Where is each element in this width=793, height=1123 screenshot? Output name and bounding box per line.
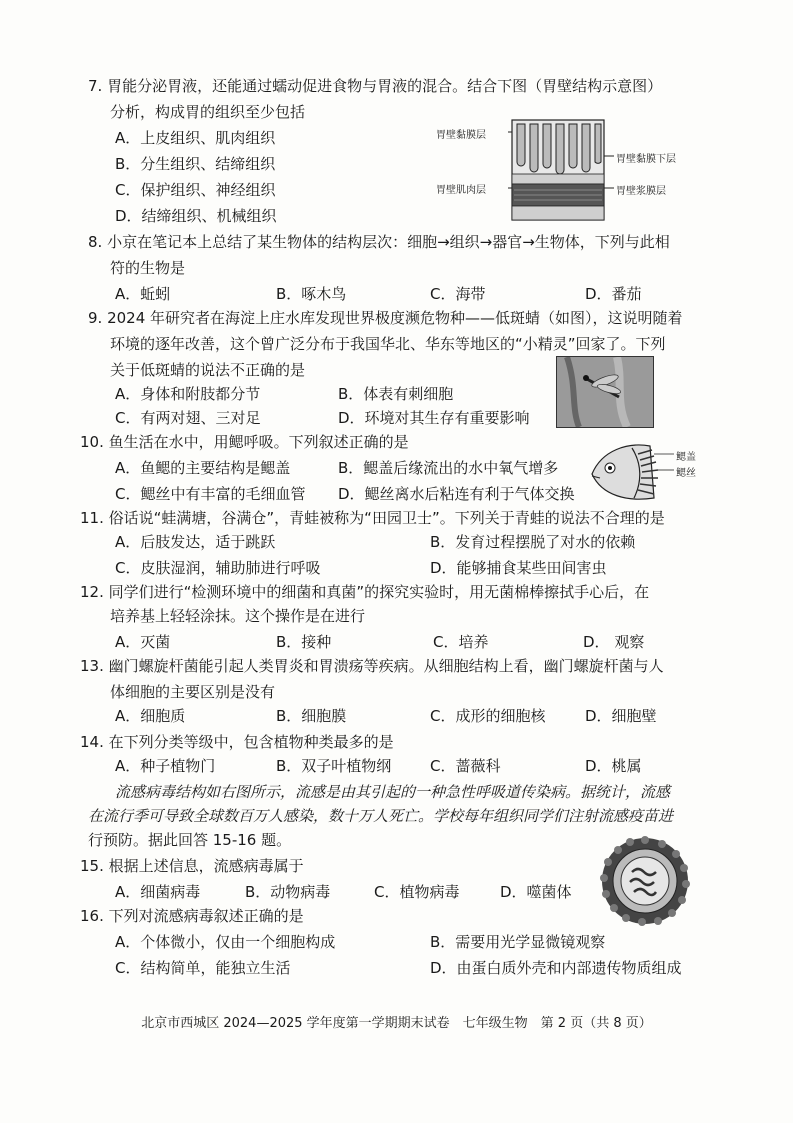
q16-option-a: A．个体微小，仅由一个细胞构成 xyxy=(115,933,336,951)
q9-stem-line1: 9. 2024 年研究者在海淀上庄水库发现世界极度濒危物种——低斑蜻（如图），这说明随着 xyxy=(88,309,683,327)
q16-option-c: C．结构简单，能独立生活 xyxy=(115,959,291,977)
q9-option-a: A．身体和附肢都分节 xyxy=(115,385,261,403)
q13-option-b: B．细胞膜 xyxy=(276,707,347,725)
q11-option-d: D．能够捕食某些田间害虫 xyxy=(430,559,607,577)
q16-stem: 16. 下列对流感病毒叙述正确的是 xyxy=(80,907,304,925)
q15-option-c: C．植物病毒 xyxy=(374,883,460,901)
q12-stem-line1: 12. 同学们进行“检测环境中的细菌和真菌”的探究实验时，用无菌棉棒擦拭手心后，在 xyxy=(80,583,650,601)
q8-option-a: A．蚯蚓 xyxy=(115,285,171,303)
q15-option-a: A．细菌病毒 xyxy=(115,883,201,901)
q7-option-b: B．分生组织、结缔组织 xyxy=(115,155,276,173)
q8-stem-line1: 8. 小京在笔记本上总结了某生物体的结构层次：细胞→组织→器官→生物体，下列与此相 xyxy=(88,233,670,251)
q10-option-b: B．鳃盖后缘流出的水中氧气增多 xyxy=(338,459,559,477)
q16-option-b: B．需要用光学显微镜观察 xyxy=(430,933,606,951)
q15-option-d: D．噬菌体 xyxy=(500,883,572,901)
label-gill-filament: 鳃丝 xyxy=(676,468,696,479)
q10-option-c: C．鳃丝中有丰富的毛细血管 xyxy=(115,485,306,503)
q7-option-c: C．保护组织、神经组织 xyxy=(115,181,276,199)
label-mucosa: 胃壁黏膜层 xyxy=(436,130,486,141)
fish-head-icon xyxy=(588,440,678,504)
q11-option-a: A．后肢发达，适于跳跃 xyxy=(115,533,276,551)
q14-option-b: B．双子叶植物纲 xyxy=(276,757,392,775)
q12-option-a: A．灭菌 xyxy=(115,633,171,651)
q13-option-a: A．细胞质 xyxy=(115,707,186,725)
passage-line3: 行预防。据此回答 15-16 题。 xyxy=(88,831,292,849)
q14-option-d: D．桃属 xyxy=(585,757,642,775)
q8-option-b: B．啄木鸟 xyxy=(276,285,347,303)
q13-option-d: D．细胞壁 xyxy=(585,707,657,725)
q15-option-b: B．动物病毒 xyxy=(245,883,331,901)
q7-option-d: D．结缔组织、机械组织 xyxy=(115,207,277,225)
virus-structure-icon xyxy=(600,836,690,926)
influenza-virus-figure xyxy=(600,836,690,926)
page-footer: 北京市西城区 2024—2025 学年度第一学期期末试卷 七年级生物 第 2 页（共 8 页） xyxy=(141,1016,652,1031)
label-serosa: 胃壁浆膜层 xyxy=(616,186,666,197)
q13-stem-line2: 体细胞的主要区别是没有 xyxy=(110,683,276,701)
q10-stem: 10. 鱼生活在水中，用鳃呼吸。下列叙述正确的是 xyxy=(80,433,409,451)
q13-stem-line1: 13. 幽门螺旋杆菌能引起人类胃炎和胃溃疡等疾病。从细胞结构上看，幽门螺旋杆菌与人 xyxy=(80,657,664,675)
q8-option-d: D．番茄 xyxy=(585,285,642,303)
q16-option-d: D．由蛋白质外壳和内部遗传物质组成 xyxy=(430,959,682,977)
q7-option-a: A．上皮组织、肌肉组织 xyxy=(115,129,276,147)
label-muscle: 胃壁肌肉层 xyxy=(436,185,486,196)
stomach-wall-figure xyxy=(420,118,710,223)
q9-option-d: D．环境对其生存有重要影响 xyxy=(338,409,530,427)
q7-stem-line1: 7. 胃能分泌胃液，还能通过蠕动促进食物与胃液的混合。结合下图（胃壁结构示意图） xyxy=(88,77,663,95)
q12-option-d: D． 观察 xyxy=(583,633,645,651)
q12-option-b: B．接种 xyxy=(276,633,332,651)
dragonfly-icon xyxy=(557,357,653,427)
q11-option-b: B．发育过程摆脱了对水的依赖 xyxy=(430,533,636,551)
q13-option-c: C．成形的细胞核 xyxy=(430,707,546,725)
label-submucosa: 胃壁黏膜下层 xyxy=(616,154,676,165)
q9-option-c: C．有两对翅、三对足 xyxy=(115,409,261,427)
q11-stem: 11. 俗话说“蛙满塘，谷满仓”，青蛙被称为“田园卫士”。下列关于青蛙的说法不合理的是 xyxy=(80,509,665,527)
q12-option-c: C．培养 xyxy=(433,633,489,651)
q14-stem: 14. 在下列分类等级中，包含植物种类最多的是 xyxy=(80,733,394,751)
q15-stem: 15. 根据上述信息，流感病毒属于 xyxy=(80,857,304,875)
q11-option-c: C．皮肤湿润，辅助肺进行呼吸 xyxy=(115,559,321,577)
q10-option-a: A．鱼鳃的主要结构是鳃盖 xyxy=(115,459,291,477)
q9-stem-line3: 关于低斑蜻的说法不正确的是 xyxy=(110,361,306,379)
passage-line2: 在流行季可导致全球数百万人感染，数十万人死亡。学校每年组织同学们注射流感疫苗进 xyxy=(88,807,674,825)
q12-stem-line2: 培养基上轻轻涂抹。这个操作是在进行 xyxy=(110,607,366,625)
q10-option-d: D．鳃丝离水后粘连有利于气体交换 xyxy=(338,485,575,503)
passage-line1: 流感病毒结构如右图所示，流感是由其引起的一种急性呼吸道传染病。据统计，流感 xyxy=(115,783,671,801)
q9-stem-line2: 环境的逐年改善，这个曾广泛分布于我国华北、华东等地区的“小精灵”回家了。下列 xyxy=(110,335,666,353)
fish-gill-figure xyxy=(588,440,713,504)
label-operculum: 鳃盖 xyxy=(676,452,696,463)
dragonfly-photo xyxy=(556,356,654,428)
q8-option-c: C．海带 xyxy=(430,285,486,303)
q7-stem-line2: 分析，构成胃的组织至少包括 xyxy=(110,103,306,121)
q9-option-b: B．体表有刺细胞 xyxy=(338,385,454,403)
q14-option-a: A．种子植物门 xyxy=(115,757,216,775)
q8-stem-line2: 符的生物是 xyxy=(110,259,186,277)
q14-option-c: C．蔷薇科 xyxy=(430,757,501,775)
